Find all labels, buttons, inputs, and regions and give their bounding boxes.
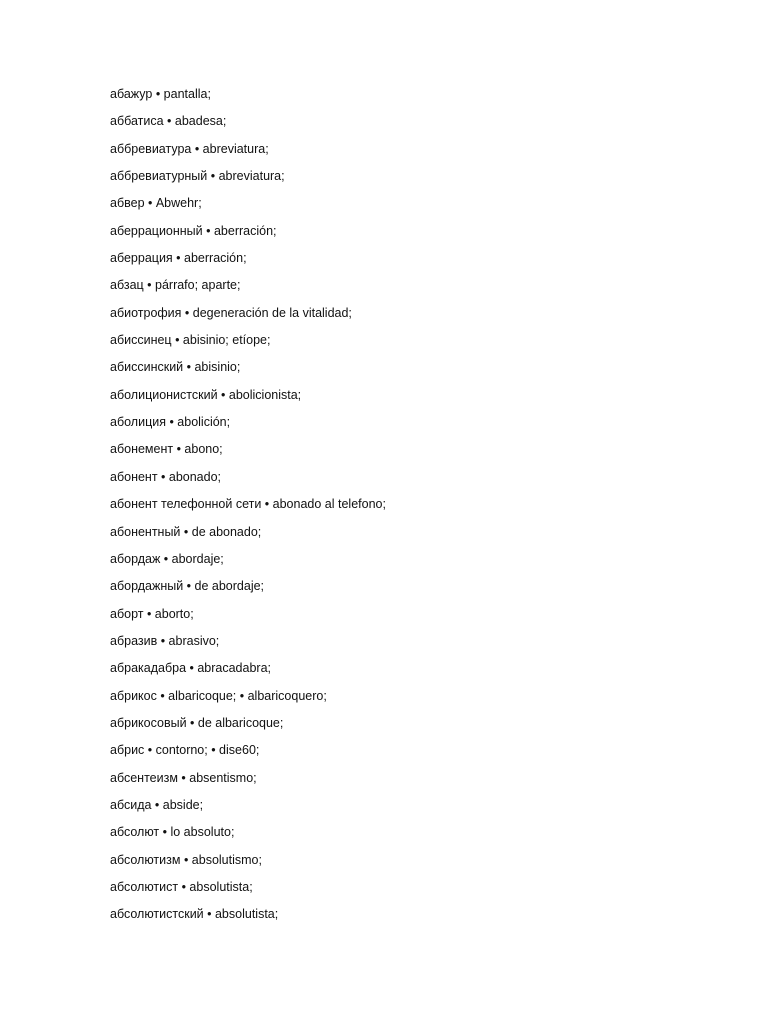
dictionary-entry-list [110,83,386,931]
dictionary-entry: абвер • Abwehr; [110,196,202,211]
dictionary-entry: абонентный • de abonado; [110,524,262,539]
dictionary-entry: аберрационный • aberración; [110,223,277,238]
dictionary-entry: абрикос • albaricoque; • albaricoquero; [110,688,327,703]
dictionary-entry: абонент телефонной сети • abonado al telefono; [110,497,386,512]
dictionary-entry: абиотрофия • degeneración de la vitalidad; [110,305,352,320]
dictionary-entry: аббревиатура • abreviatura; [110,141,269,156]
dictionary-entry: абразив • abrasivo; [110,633,220,648]
dictionary-entry: аболиция • abolición; [110,415,231,430]
dictionary-entry: абсолютистский • absolutista; [110,907,279,922]
dictionary-entry: абсентеизм • absentismo; [110,770,257,785]
dictionary-entry: аббревиатурный • abreviatura; [110,169,285,184]
dictionary-entry: абсолют • lo absoluto; [110,825,235,840]
dictionary-entry: абсолютист • absolutista; [110,879,253,894]
dictionary-entry: абиссинский • abisinio; [110,360,241,375]
dictionary-entry: аборт • aborto; [110,606,194,621]
dictionary-entry: абонент • abonado; [110,469,222,484]
dictionary-entry: абсида • abside; [110,797,204,812]
dictionary-entry: абонемент • abono; [110,442,223,457]
dictionary-entry: абракадабра • abracadabra; [110,661,272,676]
dictionary-entry: абажур • pantalla; [110,87,211,101]
dictionary-entry: абрикосовый • de albaricoque; [110,715,284,730]
dictionary-entry: абрис • contorno; • dise60; [110,743,260,758]
dictionary-entry: абордажный • de abordaje; [110,579,265,594]
dictionary-entry: аббатиса • abadesa; [110,114,227,129]
dictionary-entry: абзац • párrafo; aparte; [110,278,241,293]
dictionary-entry: абиссинец • abisinio; etíope; [110,333,271,348]
dictionary-entry: аберрация • aberración; [110,251,247,266]
dictionary-entry: абордаж • abordaje; [110,551,224,566]
dictionary-entry: аболиционистский • abolicionista; [110,387,302,402]
dictionary-entry: абсолютизм • absolutismo; [110,852,262,867]
